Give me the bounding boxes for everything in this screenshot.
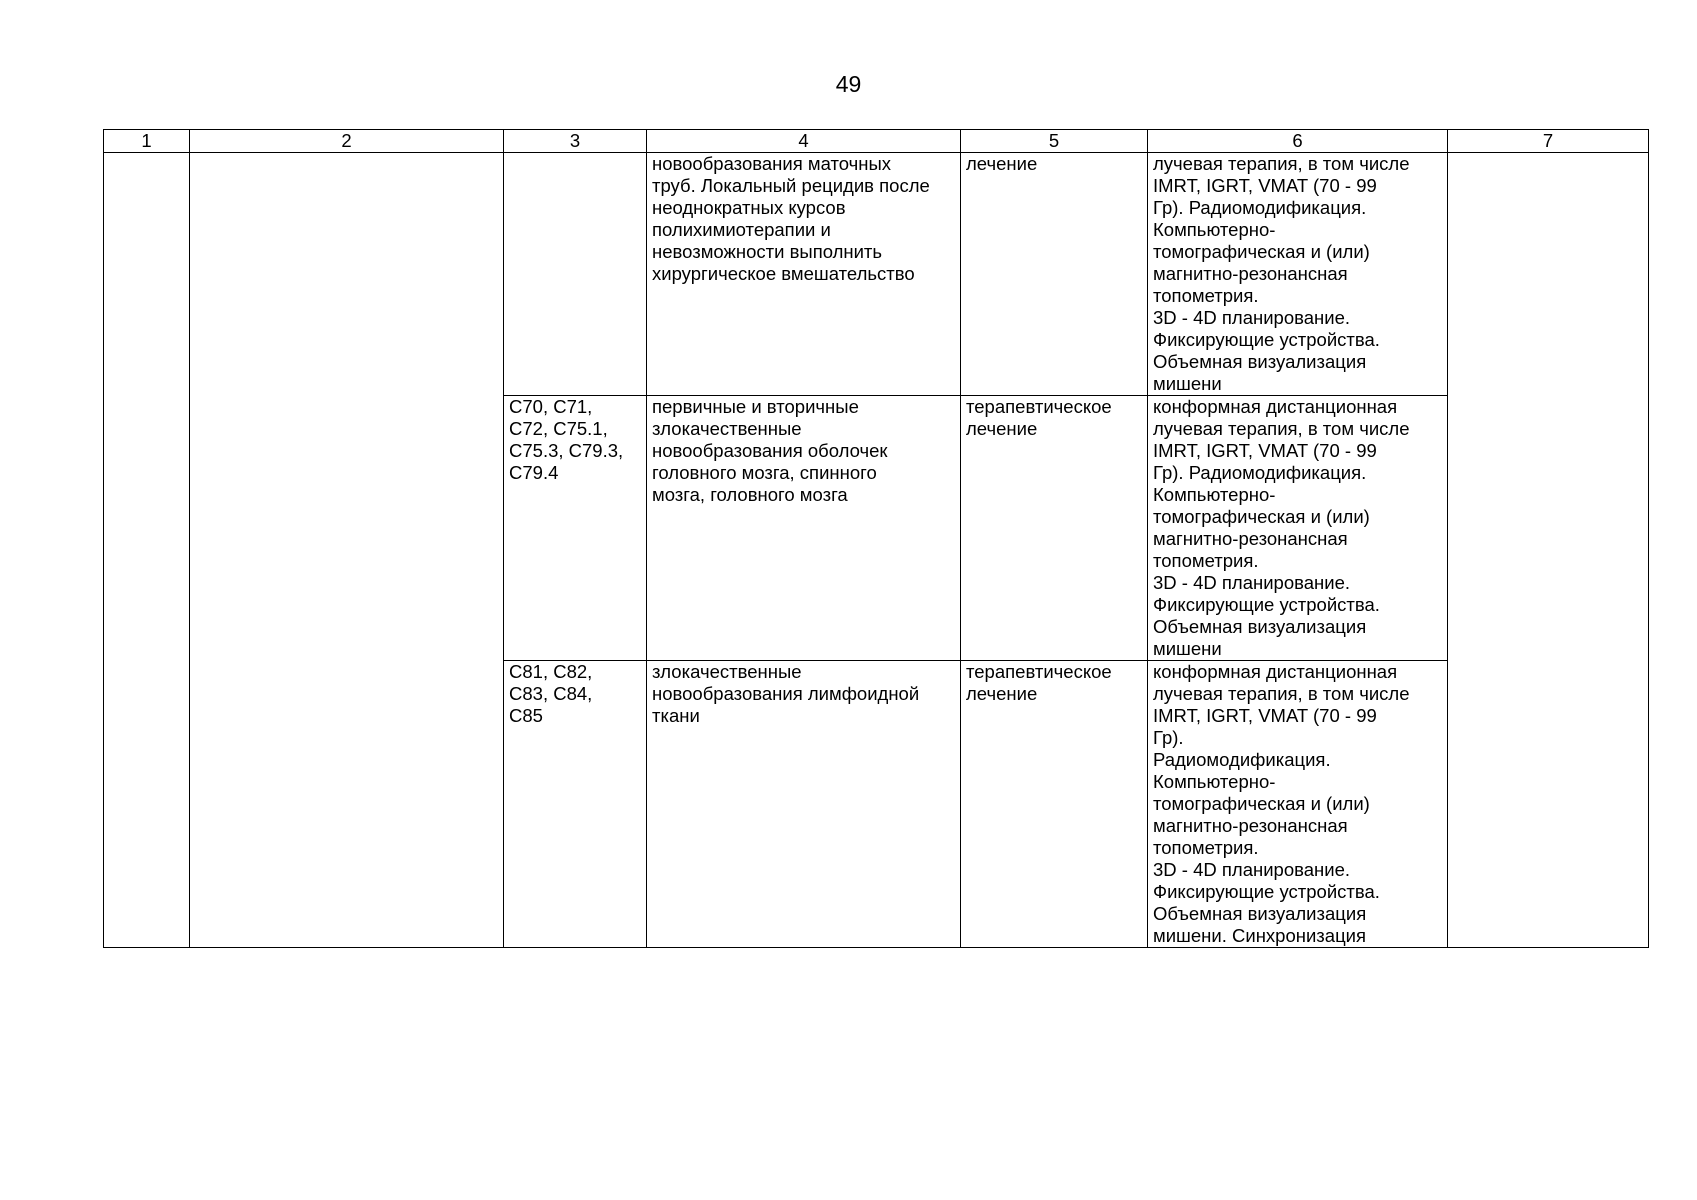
treatment-type-text: терапевтическое лечение — [966, 661, 1112, 704]
column-header: 6 — [1148, 130, 1448, 153]
column-header: 1 — [104, 130, 190, 153]
codes-cell — [504, 661, 647, 948]
column-header: 4 — [647, 130, 961, 153]
column-header: 2 — [190, 130, 504, 153]
treatment-type-cell — [961, 396, 1148, 661]
column-header: 7 — [1448, 130, 1649, 153]
method-cell — [1148, 661, 1448, 948]
description-text: злокачественные новообразования лимфоидной ткани — [652, 661, 920, 726]
method-text: конформная дистанционная лучевая терапия, в том числе IMRT, IGRT, VMAT (70 - 99 Гр). Радиомодификация. Компьютерно- томографическая и (или) магнитно-резонансная топометрия. 3D - 4D планирование. Фиксирующие устройства. Объемная визуализация мишени — [1153, 396, 1410, 659]
page-number: 49 — [835, 71, 862, 97]
treatment-type-cell — [961, 661, 1148, 948]
col1-cell — [104, 153, 190, 948]
col2-cell — [190, 153, 504, 948]
method-cell — [1148, 396, 1448, 661]
treatment-table — [103, 129, 1649, 948]
description-cell — [647, 396, 961, 661]
codes-text: C81, C82, C83, C84, C85 — [509, 661, 593, 726]
method-text: конформная дистанционная лучевая терапия, в том числе IMRT, IGRT, VMAT (70 - 99 Гр). Радиомодификация. Компьютерно- томографическая и (или) магнитно-резонансная топометрия. 3D - 4D планирование. Фиксирующие устройства. Объемная визуализация мишени. Синхронизация — [1153, 661, 1410, 946]
description-text: первичные и вторичные злокачественные новообразования оболочек головного мозга, спинного мозга, головного мозга — [652, 396, 888, 505]
table-row — [104, 153, 1649, 396]
treatment-type-text: лечение — [966, 153, 1038, 174]
description-cell — [647, 153, 961, 396]
header-row — [104, 130, 1649, 153]
codes-text: C70, C71, C72, C75.1, C75.3, C79.3, C79.4 — [509, 396, 624, 483]
treatment-type-text: терапевтическое лечение — [966, 396, 1112, 439]
codes-cell — [504, 153, 647, 396]
method-cell — [1148, 153, 1448, 396]
column-header: 3 — [504, 130, 647, 153]
description-text: новообразования маточных труб. Локальный рецидив после неоднократных курсов полихимиотерапии и невозможности выполнить хирургическое вмешательство — [652, 153, 930, 284]
description-cell — [647, 661, 961, 948]
method-text: лучевая терапия, в том числе IMRT, IGRT, VMAT (70 - 99 Гр). Радиомодификация. Компьютерно- томографическая и (или) магнитно-резонансная топометрия. 3D - 4D планирование. Фиксирующие устройства. Объемная визуализация мишени — [1153, 153, 1410, 394]
column-header: 5 — [961, 130, 1148, 153]
col7-cell — [1448, 153, 1649, 948]
codes-cell — [504, 396, 647, 661]
treatment-type-cell — [961, 153, 1148, 396]
